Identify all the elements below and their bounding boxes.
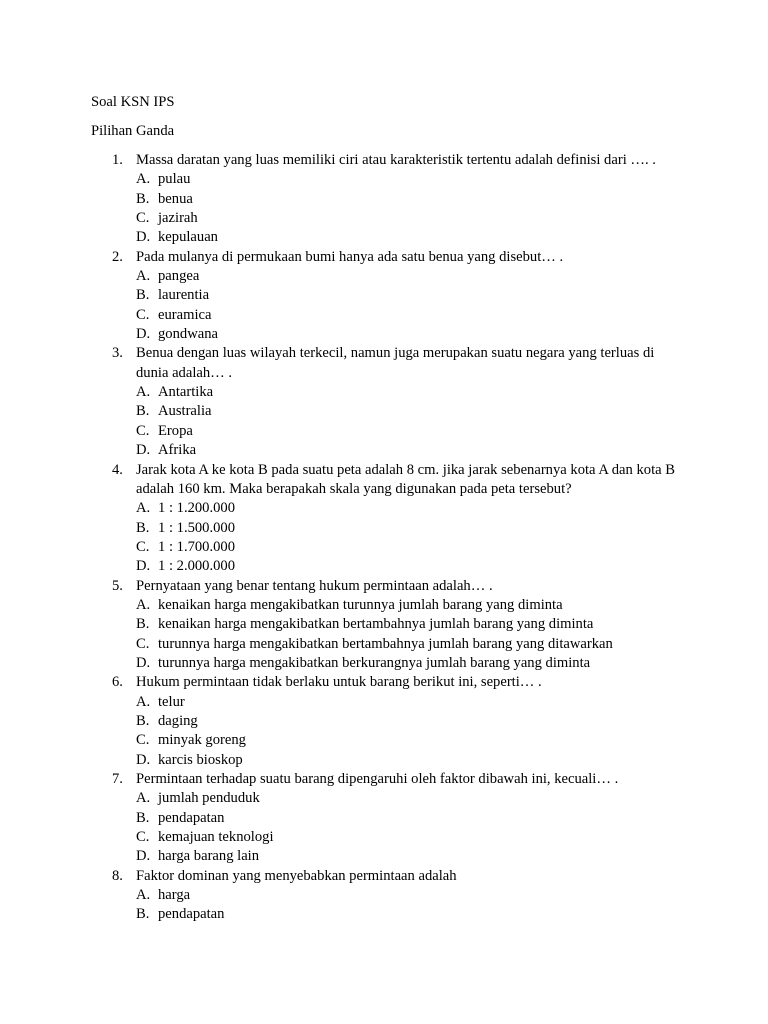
document-title: Soal KSN IPS — [91, 94, 175, 110]
option-letter: A. — [136, 268, 151, 285]
question-list — [0, 151, 768, 925]
option-letter: D. — [136, 848, 151, 865]
question-item — [0, 673, 768, 770]
option-item — [0, 596, 768, 615]
question-number: 1. — [112, 152, 123, 168]
option-letter: A. — [136, 171, 151, 188]
question-text: Massa daratan yang luas memiliki ciri atau karakteristik tertentu adalah definisi dari …. . — [136, 152, 656, 168]
option-list — [0, 499, 768, 576]
option-letter: B. — [136, 403, 150, 420]
option-item — [0, 499, 768, 518]
question-number: 2. — [112, 248, 123, 265]
option-letter: D. — [136, 654, 151, 671]
option-letter: D. — [136, 558, 151, 575]
question-item — [0, 577, 768, 674]
option-letter: C. — [136, 635, 150, 652]
option-text: Antartika — [158, 384, 214, 401]
option-item — [0, 693, 768, 712]
option-letter: B. — [136, 809, 150, 826]
option-text: minyak goreng — [158, 732, 246, 749]
option-item — [0, 402, 768, 421]
question-item — [0, 867, 768, 925]
option-letter: C. — [136, 829, 150, 846]
option-text: harga — [158, 887, 191, 904]
option-item — [0, 654, 768, 673]
option-item — [0, 538, 768, 557]
option-item — [0, 383, 768, 402]
option-text: 1 : 1.500.000 — [158, 519, 236, 536]
option-letter: A. — [136, 887, 151, 904]
question-number: 5. — [112, 577, 123, 594]
option-letter: B. — [136, 906, 150, 923]
option-text: Australia — [158, 403, 212, 420]
question-item — [0, 770, 768, 867]
option-item — [0, 228, 768, 247]
option-item — [0, 635, 768, 654]
option-item — [0, 519, 768, 538]
option-item — [0, 286, 768, 305]
option-letter: A. — [136, 384, 151, 401]
option-item — [0, 209, 768, 228]
option-list — [0, 596, 768, 673]
option-item — [0, 847, 768, 866]
option-text: pendapatan — [158, 906, 225, 923]
question-text: Faktor dominan yang menyebabkan permintaan adalah — [136, 867, 457, 884]
option-text: kepulauan — [158, 229, 218, 246]
option-item — [0, 325, 768, 344]
question-item — [0, 344, 768, 460]
option-item — [0, 267, 768, 286]
option-letter: C. — [136, 306, 150, 323]
option-item — [0, 809, 768, 828]
option-text: gondwana — [158, 326, 218, 343]
option-letter: C. — [136, 732, 150, 749]
question-number: 4. — [112, 461, 123, 478]
option-letter: B. — [136, 712, 150, 729]
option-text: kenaikan harga mengakibatkan bertambahnya jumlah barang yang diminta — [158, 616, 594, 633]
option-text: Afrika — [158, 442, 197, 459]
option-text: 1 : 1.700.000 — [158, 538, 236, 555]
option-text: karcis bioskop — [158, 751, 243, 768]
option-letter: C. — [136, 210, 150, 227]
option-letter: A. — [136, 790, 151, 807]
option-item — [0, 422, 768, 441]
option-text: benua — [158, 190, 193, 207]
option-text: kenaikan harga mengakibatkan turunnya jumlah barang yang diminta — [158, 596, 563, 613]
option-text: telur — [158, 693, 185, 710]
question-text: Benua dengan luas wilayah terkecil, namun juga merupakan suatu negara yang terluas di dunia adalah… . — [136, 345, 655, 381]
option-list — [0, 789, 768, 866]
section-heading: Pilihan Ganda — [91, 123, 175, 139]
option-list — [0, 170, 768, 247]
question-number: 7. — [112, 771, 123, 787]
option-text: daging — [158, 712, 198, 729]
option-list — [0, 267, 768, 344]
option-letter: C. — [136, 538, 150, 555]
question-item — [0, 461, 768, 577]
option-item — [0, 905, 768, 924]
option-item — [0, 306, 768, 325]
option-text: 1 : 2.000.000 — [158, 558, 236, 575]
option-text: laurentia — [158, 287, 210, 304]
option-item — [0, 615, 768, 634]
option-item — [0, 751, 768, 770]
option-letter: A. — [136, 500, 151, 517]
question-number: 6. — [112, 674, 123, 691]
option-list — [0, 886, 768, 925]
option-letter: D. — [136, 751, 151, 768]
option-item — [0, 731, 768, 750]
option-list — [0, 693, 768, 770]
option-letter: A. — [136, 596, 151, 613]
option-item — [0, 828, 768, 847]
option-letter: B. — [136, 616, 150, 633]
option-text: pangea — [158, 268, 200, 285]
option-list — [0, 383, 768, 460]
option-letter: D. — [136, 229, 151, 246]
option-letter: C. — [136, 422, 150, 439]
option-letter: D. — [136, 442, 151, 459]
option-text: Eropa — [158, 422, 193, 439]
option-letter: B. — [136, 190, 150, 207]
option-letter: D. — [136, 326, 151, 343]
question-text: Pada mulanya di permukaan bumi hanya ada satu benua yang disebut… . — [136, 248, 564, 265]
option-item — [0, 190, 768, 209]
question-item — [0, 151, 768, 248]
option-text: 1 : 1.200.000 — [158, 500, 236, 517]
option-text: jazirah — [158, 210, 198, 227]
option-text: kemajuan teknologi — [158, 829, 274, 846]
option-text: harga barang lain — [158, 848, 260, 865]
question-number: 3. — [112, 345, 123, 362]
option-text: turunnya harga mengakibatkan berkurangnya jumlah barang yang diminta — [158, 654, 591, 671]
option-text: euramica — [158, 306, 212, 323]
option-item — [0, 441, 768, 460]
question-text: Pernyataan yang benar tentang hukum permintaan adalah… . — [136, 577, 493, 594]
option-item — [0, 170, 768, 189]
option-text: pulau — [158, 171, 191, 188]
question-text: Hukum permintaan tidak berlaku untuk barang berikut ini, seperti… . — [136, 674, 542, 691]
option-letter: B. — [136, 287, 150, 304]
option-item — [0, 557, 768, 576]
question-text: Jarak kota A ke kota B pada suatu peta adalah 8 cm. jika jarak sebenarnya kota A dan kota B adalah 160 km. Maka berapakah skala yang digunakan pada peta tersebut? — [136, 461, 675, 497]
option-letter: B. — [136, 519, 150, 536]
option-item — [0, 789, 768, 808]
question-text: Permintaan terhadap suatu barang dipengaruhi oleh faktor dibawah ini, kecuali… . — [136, 771, 619, 787]
option-item — [0, 886, 768, 905]
option-letter: A. — [136, 693, 151, 710]
option-text: turunnya harga mengakibatkan bertambahnya jumlah barang yang ditawarkan — [158, 635, 613, 652]
option-item — [0, 712, 768, 731]
option-text: jumlah penduduk — [158, 790, 260, 807]
question-number: 8. — [112, 867, 123, 884]
option-text: pendapatan — [158, 809, 225, 826]
question-item — [0, 248, 768, 345]
